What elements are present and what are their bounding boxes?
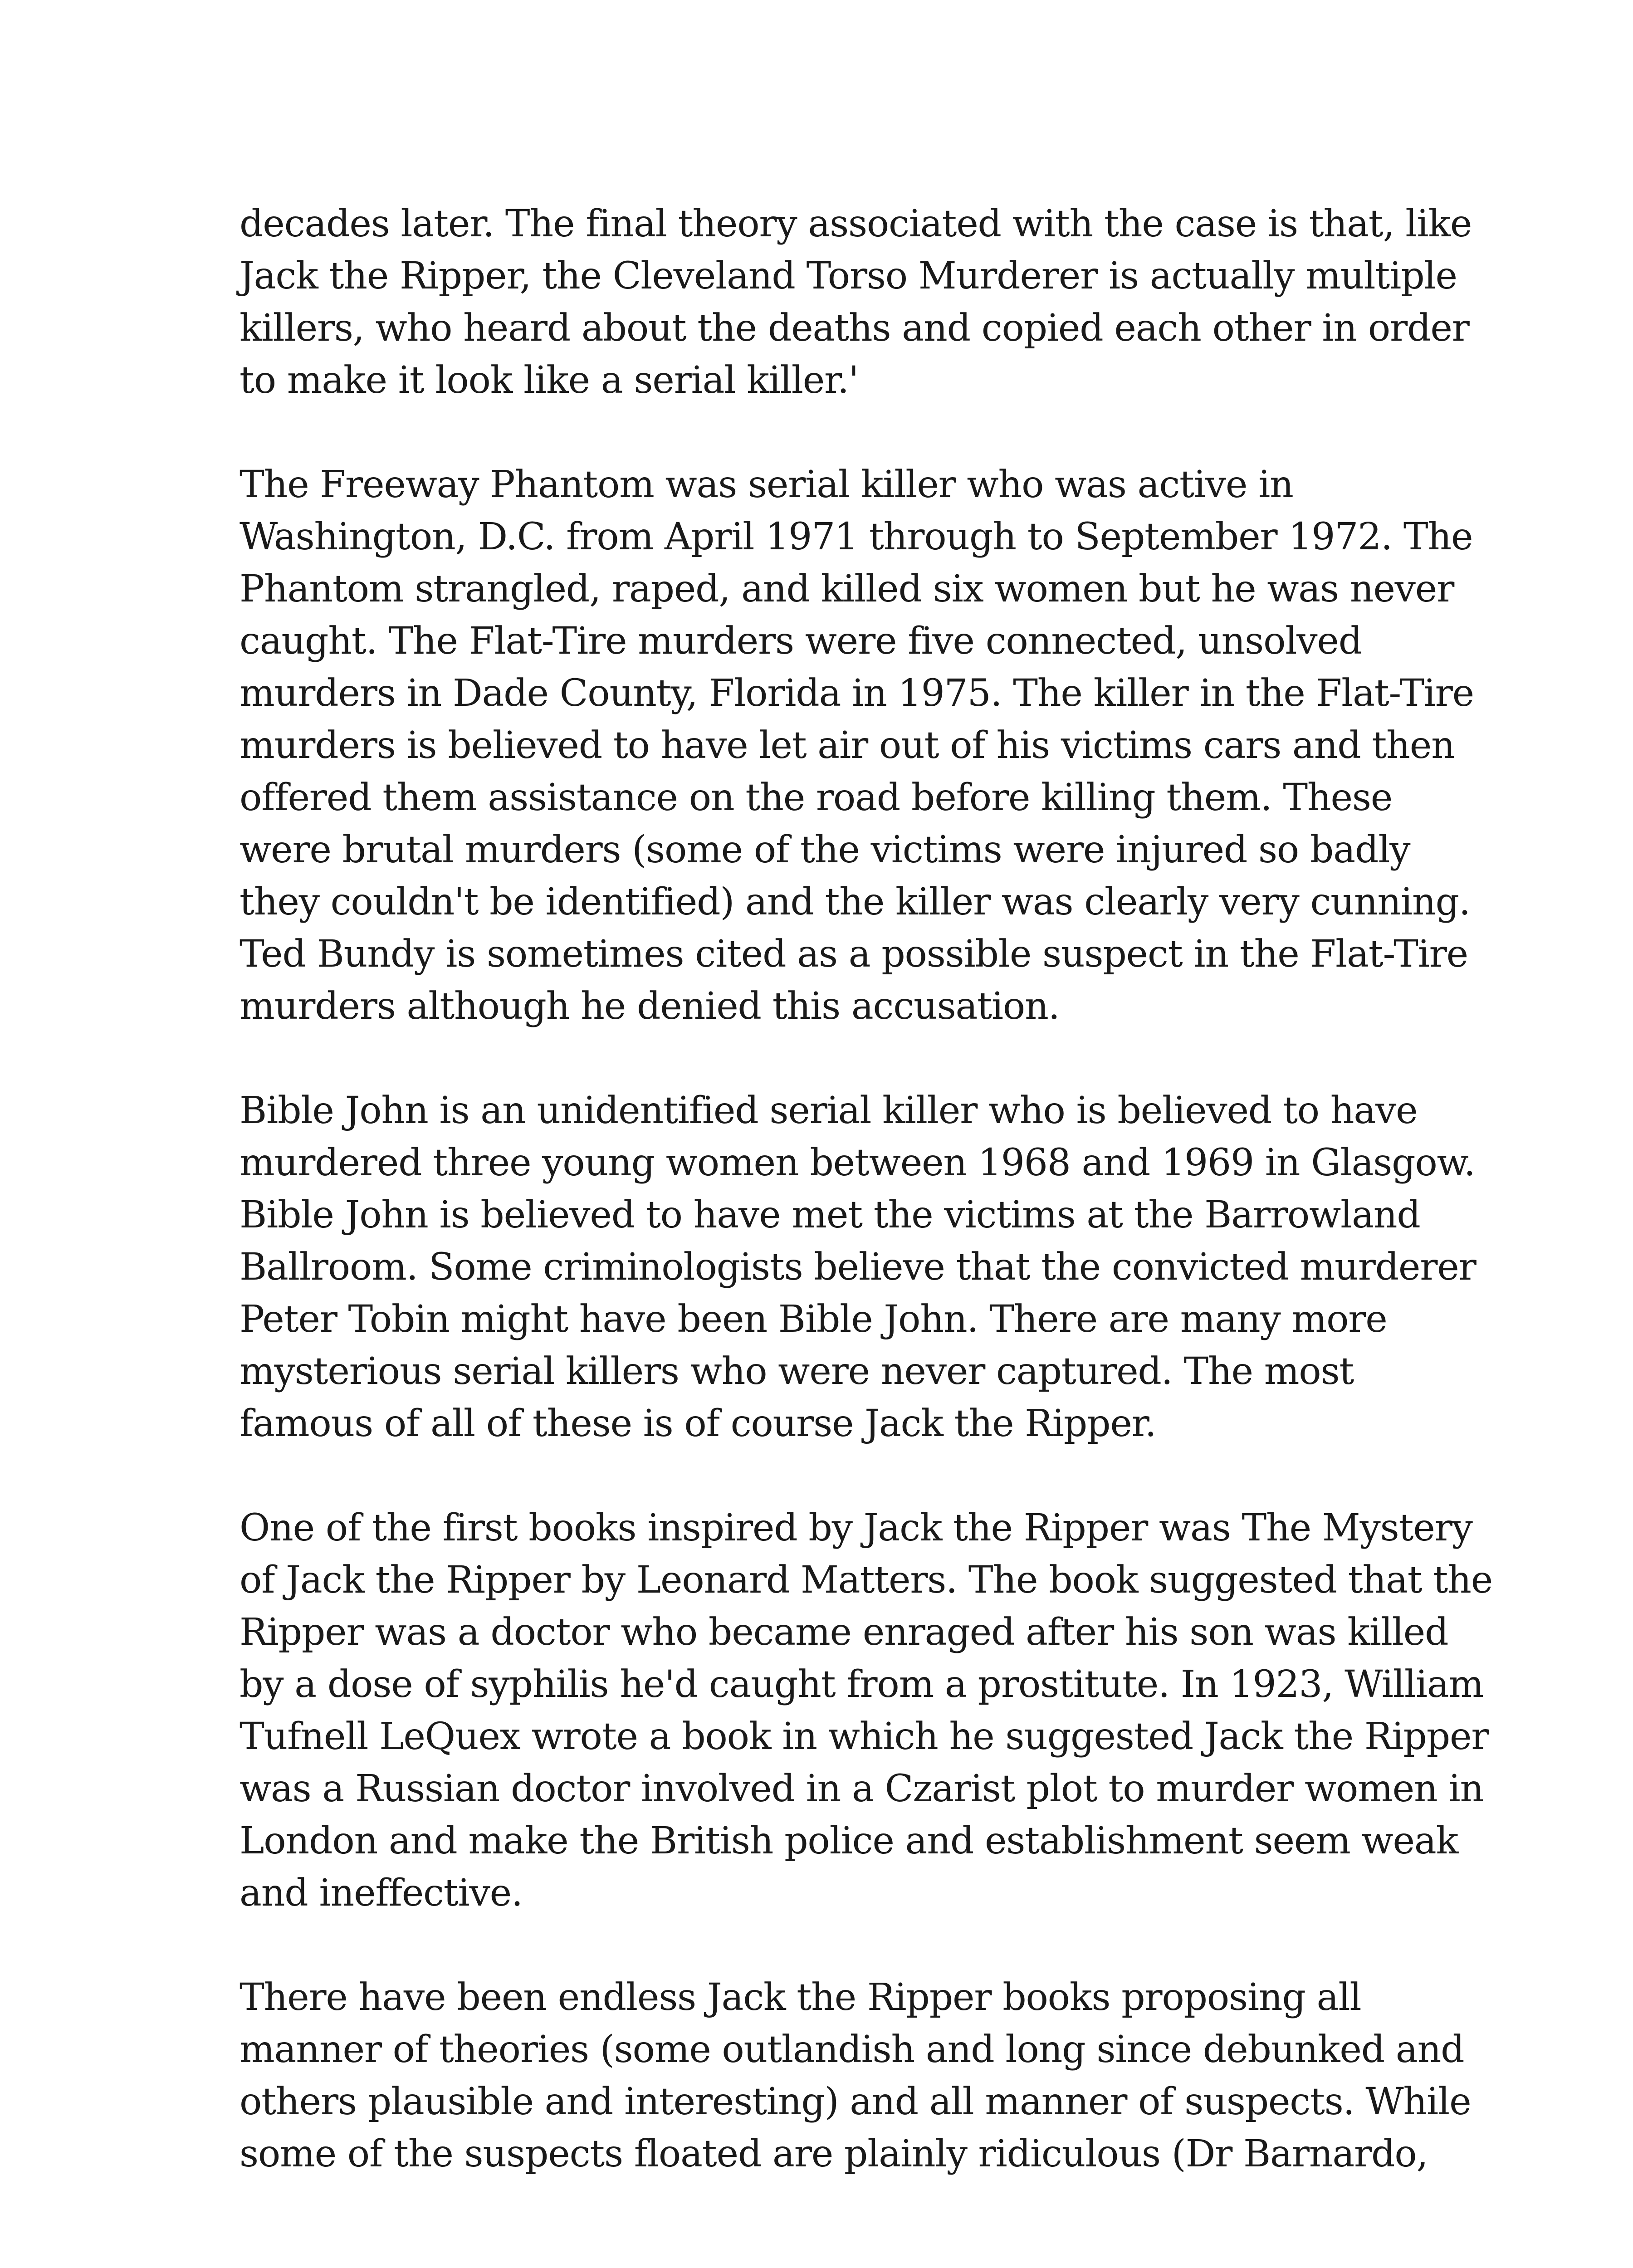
- text-line: London and make the British police and establishment seem weak: [240, 1819, 1458, 1862]
- text-line: Tufnell LeQuex wrote a book in which he suggested Jack the Ripper: [240, 1715, 1489, 1758]
- text-line: One of the first books inspired by Jack the Ripper was The Mystery: [240, 1506, 1472, 1549]
- text-line: murders is believed to have let air out of his victims cars and then: [240, 724, 1455, 767]
- text-line: Washington, D.C. from April 1971 through to September 1972. The: [240, 515, 1473, 558]
- text-line: caught. The Flat-Tire murders were five connected, unsolved: [240, 620, 1362, 663]
- paragraph: [240, 1971, 1528, 2180]
- text-line: Ted Bundy is sometimes cited as a possible suspect in the Flat-Tire: [240, 933, 1468, 976]
- paragraph: [240, 459, 1528, 1032]
- text-line: Bible John is an unidentified serial killer who is believed to have: [240, 1089, 1418, 1132]
- text-line: they couldn't be identified) and the killer was clearly very cunning.: [240, 880, 1470, 924]
- text-line: There have been endless Jack the Ripper books proposing all: [240, 1976, 1361, 2019]
- text-line: murders in Dade County, Florida in 1975. The killer in the Flat-Tire: [240, 672, 1474, 715]
- text-line: murdered three young women between 1968 and 1969 in Glasgow.: [240, 1141, 1475, 1184]
- text-line: Bible John is believed to have met the victims at the Barrowland: [240, 1193, 1420, 1237]
- text-line: Jack the Ripper, the Cleveland Torso Murderer is actually multiple: [240, 254, 1457, 298]
- text-line: murders although he denied this accusation.: [240, 985, 1060, 1028]
- text-line: some of the suspects floated are plainly ridiculous (Dr Barnardo,: [240, 2132, 1428, 2175]
- text-line: Phantom strangled, raped, and killed six women but he was never: [240, 567, 1454, 611]
- paragraph: [240, 1502, 1528, 1919]
- text-line: The Freeway Phantom was serial killer who was active in: [240, 463, 1293, 506]
- text-line: was a Russian doctor involved in a Czarist plot to murder women in: [240, 1767, 1484, 1810]
- text-line: were brutal murders (some of the victims were injured so badly: [240, 828, 1410, 871]
- text-line: Peter Tobin might have been Bible John. There are many more: [240, 1298, 1387, 1341]
- text-line: Ballroom. Some criminologists believe that the convicted murderer: [240, 1246, 1476, 1289]
- text-line: manner of theories (some outlandish and long since debunked and: [240, 2028, 1464, 2071]
- text-line: of Jack the Ripper by Leonard Matters. The book suggested that the: [240, 1559, 1493, 1602]
- text-line: to make it look like a serial killer.': [240, 359, 859, 402]
- text-line: offered them assistance on the road before killing them. These: [240, 776, 1393, 819]
- paragraph: [240, 1085, 1528, 1450]
- text-line: famous of all of these is of course Jack the Ripper.: [240, 1402, 1156, 1445]
- text-line: others plausible and interesting) and all manner of suspects. While: [240, 2080, 1471, 2123]
- text-line: mysterious serial killers who were never captured. The most: [240, 1350, 1354, 1393]
- text-line: and ineffective.: [240, 1872, 523, 1915]
- text-line: by a dose of syphilis he'd caught from a prostitute. In 1923, William: [240, 1663, 1484, 1706]
- paragraph: [240, 198, 1528, 406]
- body-text: [240, 198, 1528, 2232]
- text-line: killers, who heard about the deaths and copied each other in order: [240, 307, 1469, 350]
- text-line: Ripper was a doctor who became enraged after his son was killed: [240, 1611, 1448, 1654]
- text-line: decades later. The final theory associated with the case is that, like: [240, 202, 1472, 245]
